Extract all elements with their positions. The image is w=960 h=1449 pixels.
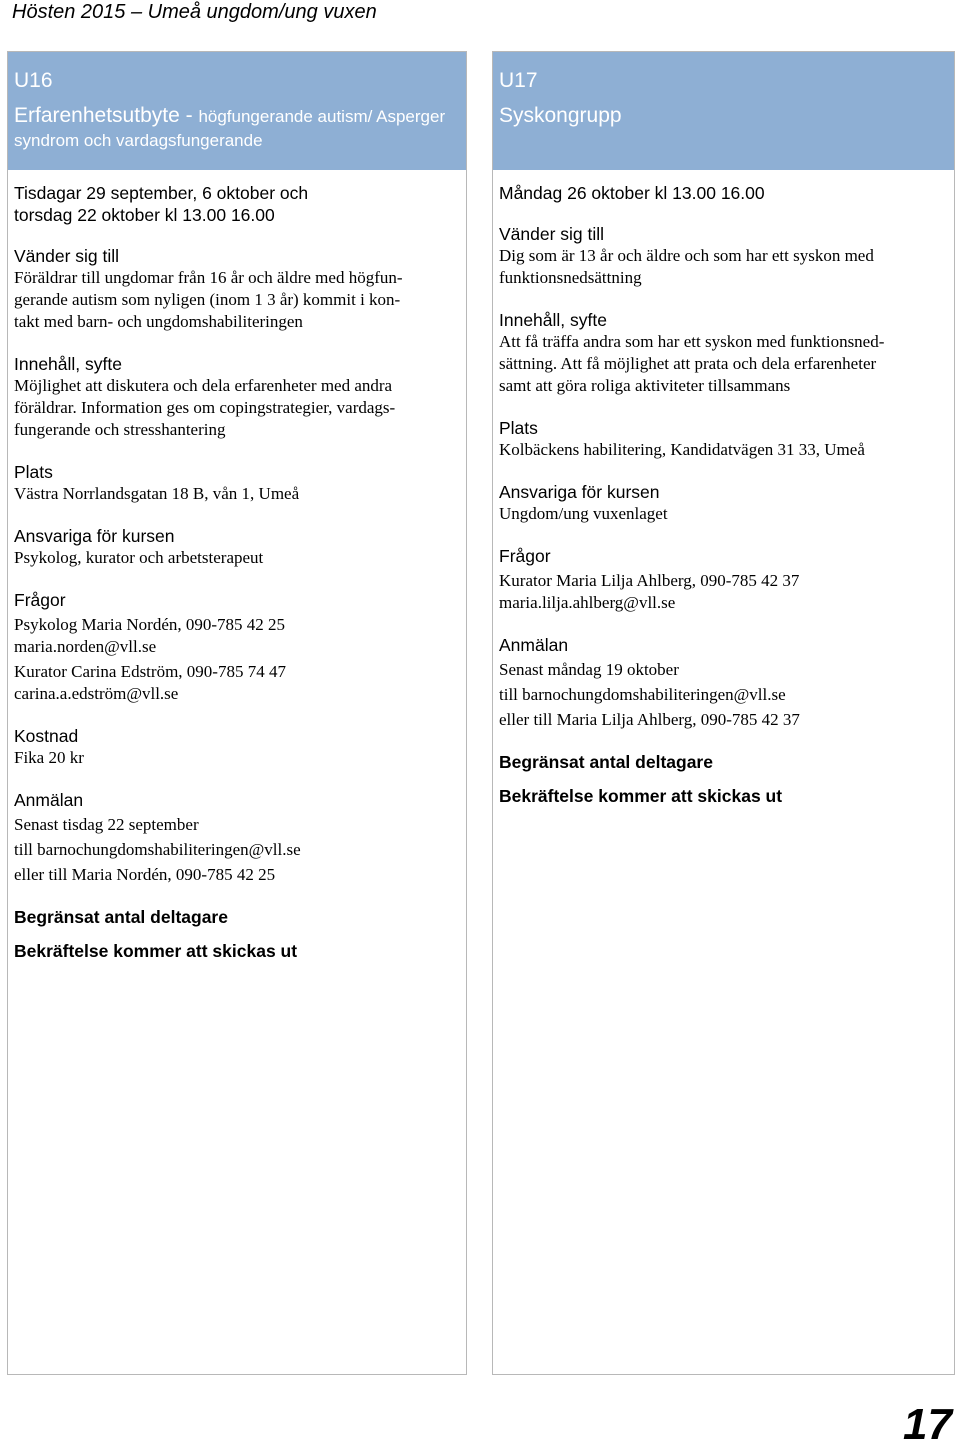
section-heading: Ansvariga för kursen	[14, 526, 175, 546]
course-title-main: Erfarenhetsutbyte -	[14, 104, 199, 127]
email-link[interactable]: maria.lilja.ahlberg@vll.se	[499, 593, 676, 612]
email-link[interactable]: till barnochungdomshabiliteringen@vll.se	[14, 840, 301, 859]
course-u17-banner	[493, 52, 954, 170]
questions-section: Frågor Psykolog Maria Nordén, 090-785 42 25 maria.norden@vll.se Kurator Carina Edström, 090-785 74 47 carina.a.edström@vll.se	[14, 589, 460, 705]
course-subtitle: högfungerande autism/ Asperger syndrom och vardagsfungerande	[14, 107, 446, 150]
course-u16-banner	[8, 52, 466, 170]
page-number: 17	[903, 1400, 952, 1449]
section-heading: Anmälan	[499, 635, 569, 655]
email-link[interactable]: till barnochungdomshabiliteringen@vll.se	[499, 685, 786, 704]
course-date: Måndag 26 oktober kl 13.00 16.00	[499, 183, 765, 203]
section-heading: Frågor	[14, 590, 66, 610]
location-section: Plats Västra Norrlandsgatan 18 B, vån 1, Umeå	[14, 461, 460, 505]
section-heading: Plats	[14, 462, 53, 482]
section-heading: Vänder sig till	[14, 246, 120, 266]
confirmation-note: Bekräftelse kommer att skickas ut	[14, 941, 298, 961]
course-title: Syskongrupp	[499, 104, 622, 127]
responsible-section: Ansvariga för kursen Psykolog, kurator och arbetsterapeut	[14, 525, 460, 569]
content-section: Innehåll, syfte Att få träffa andra som har ett syskon med funktionsned- sättning. Att få möjlighet att prata och dela erfarenheter samt att göra roliga aktiviteter tillsammans	[499, 309, 948, 397]
course-title	[14, 104, 460, 152]
section-heading: Anmälan	[14, 790, 84, 810]
confirmation-note: Bekräftelse kommer att skickas ut	[499, 786, 783, 806]
course-code: U17	[499, 69, 538, 92]
email-link[interactable]: carina.a.edström@vll.se	[14, 684, 179, 703]
email-link[interactable]: maria.norden@vll.se	[14, 637, 157, 656]
questions-section: Frågor Kurator Maria Lilja Ahlberg, 090-785 42 37 maria.lilja.ahlberg@vll.se	[499, 545, 948, 614]
page-header: Hösten 2015 – Umeå ungdom/ung vuxen	[12, 1, 377, 23]
location-section: Plats Kolbäckens habilitering, Kandidatvägen 31 33, Umeå	[499, 417, 948, 461]
content-section: Innehåll, syfte Möjlighet att diskutera och dela erfarenheter med andra föräldrar. Information ges om copingstrategier, vardags- fungerande och stresshantering	[14, 353, 460, 441]
course-u16	[7, 51, 467, 1375]
registration-section: Anmälan Senast måndag 19 oktober till barnochungdomshabiliteringen@vll.se eller till Maria Lilja Ahlberg, 090-785 42 37	[499, 634, 948, 731]
section-heading: Frågor	[499, 546, 551, 566]
section-heading: Ansvariga för kursen	[499, 482, 660, 502]
course-date: Tisdagar 29 september, 6 oktober och torsdag 22 oktober kl 13.00 16.00	[14, 183, 309, 225]
limited-seats-note: Begränsat antal deltagare	[499, 752, 713, 772]
section-heading: Vänder sig till	[499, 224, 605, 244]
target-group-section: Vänder sig till Föräldrar till ungdomar från 16 år och äldre med högfun- gerande autism som nyligen (inom 1 3 år) kommit i kon- takt med barn- och ungdomshabiliteringen	[14, 245, 460, 333]
target-group-section: Vänder sig till Dig som är 13 år och äldre och som har ett syskon med funktionsnedsättning	[499, 223, 948, 289]
limited-seats-note: Begränsat antal deltagare	[14, 907, 228, 927]
section-heading: Innehåll, syfte	[499, 310, 607, 330]
section-heading: Plats	[499, 418, 538, 438]
responsible-section: Ansvariga för kursen Ungdom/ung vuxenlaget	[499, 481, 948, 525]
section-heading: Innehåll, syfte	[14, 354, 122, 374]
course-u17	[492, 51, 955, 1375]
section-heading: Kostnad	[14, 726, 79, 746]
registration-section: Anmälan Senast tisdag 22 september till barnochungdomshabiliteringen@vll.se eller till Maria Nordén, 090-785 42 25	[14, 789, 460, 886]
cost-section: Kostnad Fika 20 kr	[14, 725, 460, 769]
course-code: U16	[14, 69, 53, 92]
